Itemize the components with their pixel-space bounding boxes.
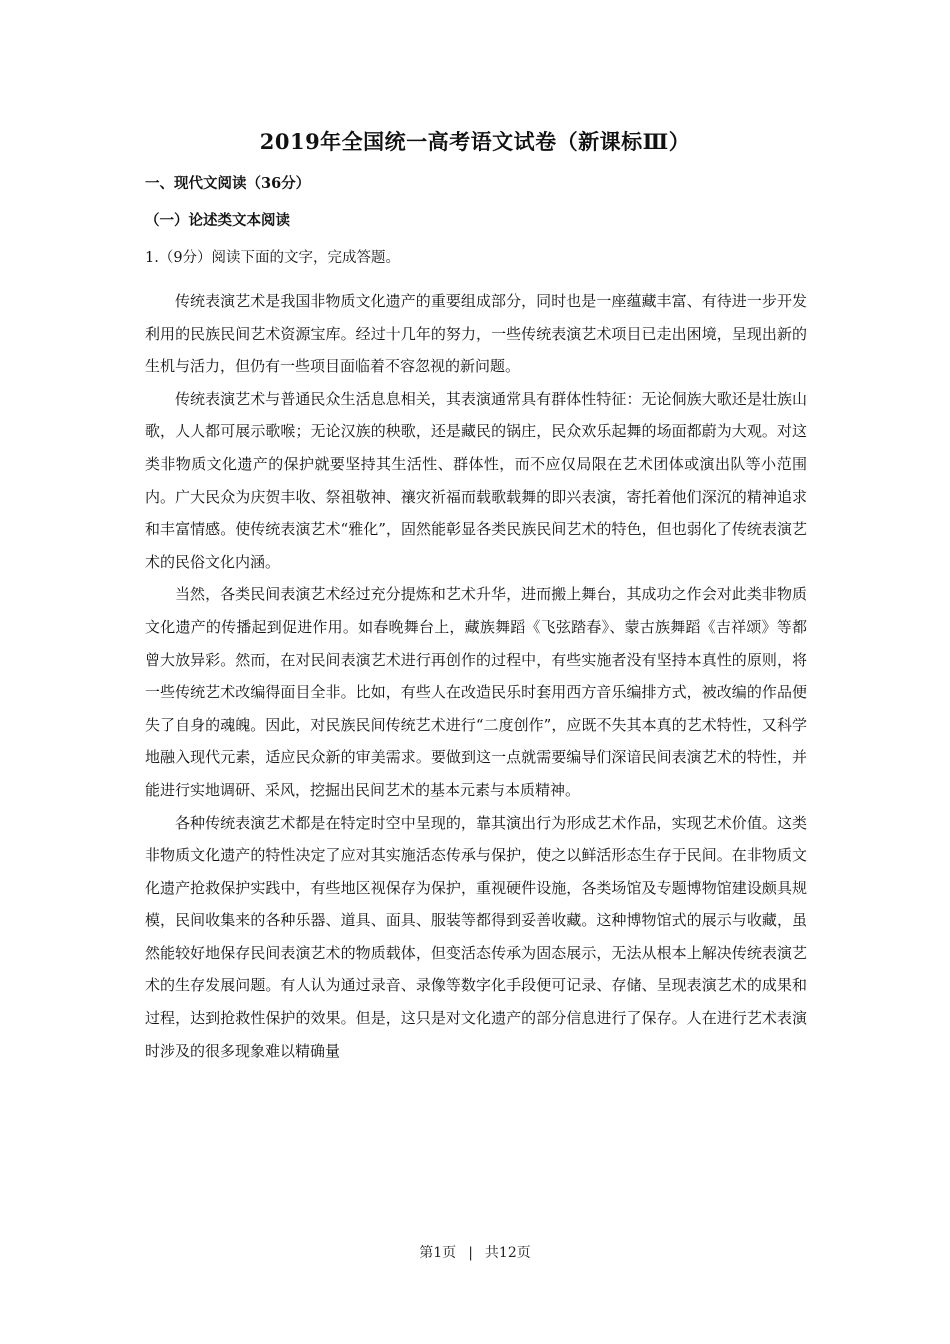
footer-separator: | [468, 1245, 473, 1261]
passage-paragraph: 各种传统表演艺术都是在特定时空中呈现的，靠其演出行为形成艺术作品，实现艺术价值。这类非物质文化遗产的特性决定了应对其实施活态传承与保护，使之以鲜活形态生存于民间。在非物质文化遗产抢救保护实践中，有些地区视保存为保护，重视硬件设施，各类场馆及专题博物馆建设颇具规模，民间收集来的各种乐器、道具、面具、服装等都得到妥善收藏。这种博物馆式的展示与收藏，虽然能较好地保存民间表演艺术的物质载体，但变活态传承为固态展示，无法从根本上解决传统表演艺术的生存发展问题。有人认为通过录音、录像等数字化手段便可记录、存储、呈现表演艺术的成果和过程，达到抢救性保护的效果。但是，这只是对文化遗产的部分信息进行了保存。人在进行艺术表演时涉及的很多现象难以精确量 [145, 813, 807, 1060]
passage-paragraph: 传统表演艺术是我国非物质文化遗产的重要组成部分，同时也是一座蕴藏丰富、有待进一步开发利用的民族民间艺术资源宝库。经过十几年的努力，一些传统表演艺术项目已走出困境，呈现出新的生机与活力，但仍有一些项目面临着不容忽视的新问题。 [145, 292, 807, 376]
section-heading-modern-reading: 一、现代文阅读（36分） [145, 175, 311, 192]
passage-paragraph: 当然，各类民间表演艺术经过充分提炼和艺术升华，进而搬上舞台，其成功之作会对此类非物质文化遗产的传播起到促进作用。如春晚舞台上，藏族舞蹈《飞弦踏春》、蒙古族舞蹈《吉祥颂》等都曾大放异彩。然而，在对民间表演艺术进行再创作的过程中，有些实施者没有坚持本真性的原则，将一些传统艺术改编得面目全非。比如，有些人在改造民乐时套用西方音乐编排方式，被改编的作品便失了自身的魂魄。因此，对民族民间传统艺术进行“二度创作”，应既不失其本真的艺术特性，又科学地融入现代元素，适应民众新的审美需求。要做到这一点就需要编导们深谙民间表演艺术的特性，并能进行实地调研、采风，挖掘出民间艺术的基本元素与本质精神。 [145, 585, 807, 799]
page-number-total: 共12页 [484, 1245, 531, 1261]
passage-paragraph: 传统表演艺术与普通民众生活息息相关，其表演通常具有群体性特征：无论侗族大歌还是壮族山歌，人人都可展示歌喉；无论汉族的秧歌，还是藏民的锅庄，民众欢乐起舞的场面都蔚为大观。对这类非物质文化遗产的保护就要坚持其生活性、群体性，而不应仅局限在艺术团体或演出队等小范围内。广大民众为庆贺丰收、祭祖敬神、禳灾祈福而载歌载舞的即兴表演，寄托着他们深沉的精神追求和丰富情感。使传统表演艺术“雅化”，固然能彰显各类民族民间艺术的特色，但也弱化了传统表演艺术的民俗文化内涵。 [145, 389, 807, 571]
subsection-heading-argumentative-reading: （一）论述类文本阅读 [145, 212, 290, 229]
page-title: 2019年全国统一高考语文试卷（新课标Ⅲ） [259, 129, 691, 154]
page-number-current: 第1页 [419, 1245, 457, 1261]
question-1-prompt: 1.（9分）阅读下面的文字，完成答题。 [145, 250, 401, 266]
page-footer [0, 1243, 950, 1263]
reading-passage [145, 285, 807, 1067]
